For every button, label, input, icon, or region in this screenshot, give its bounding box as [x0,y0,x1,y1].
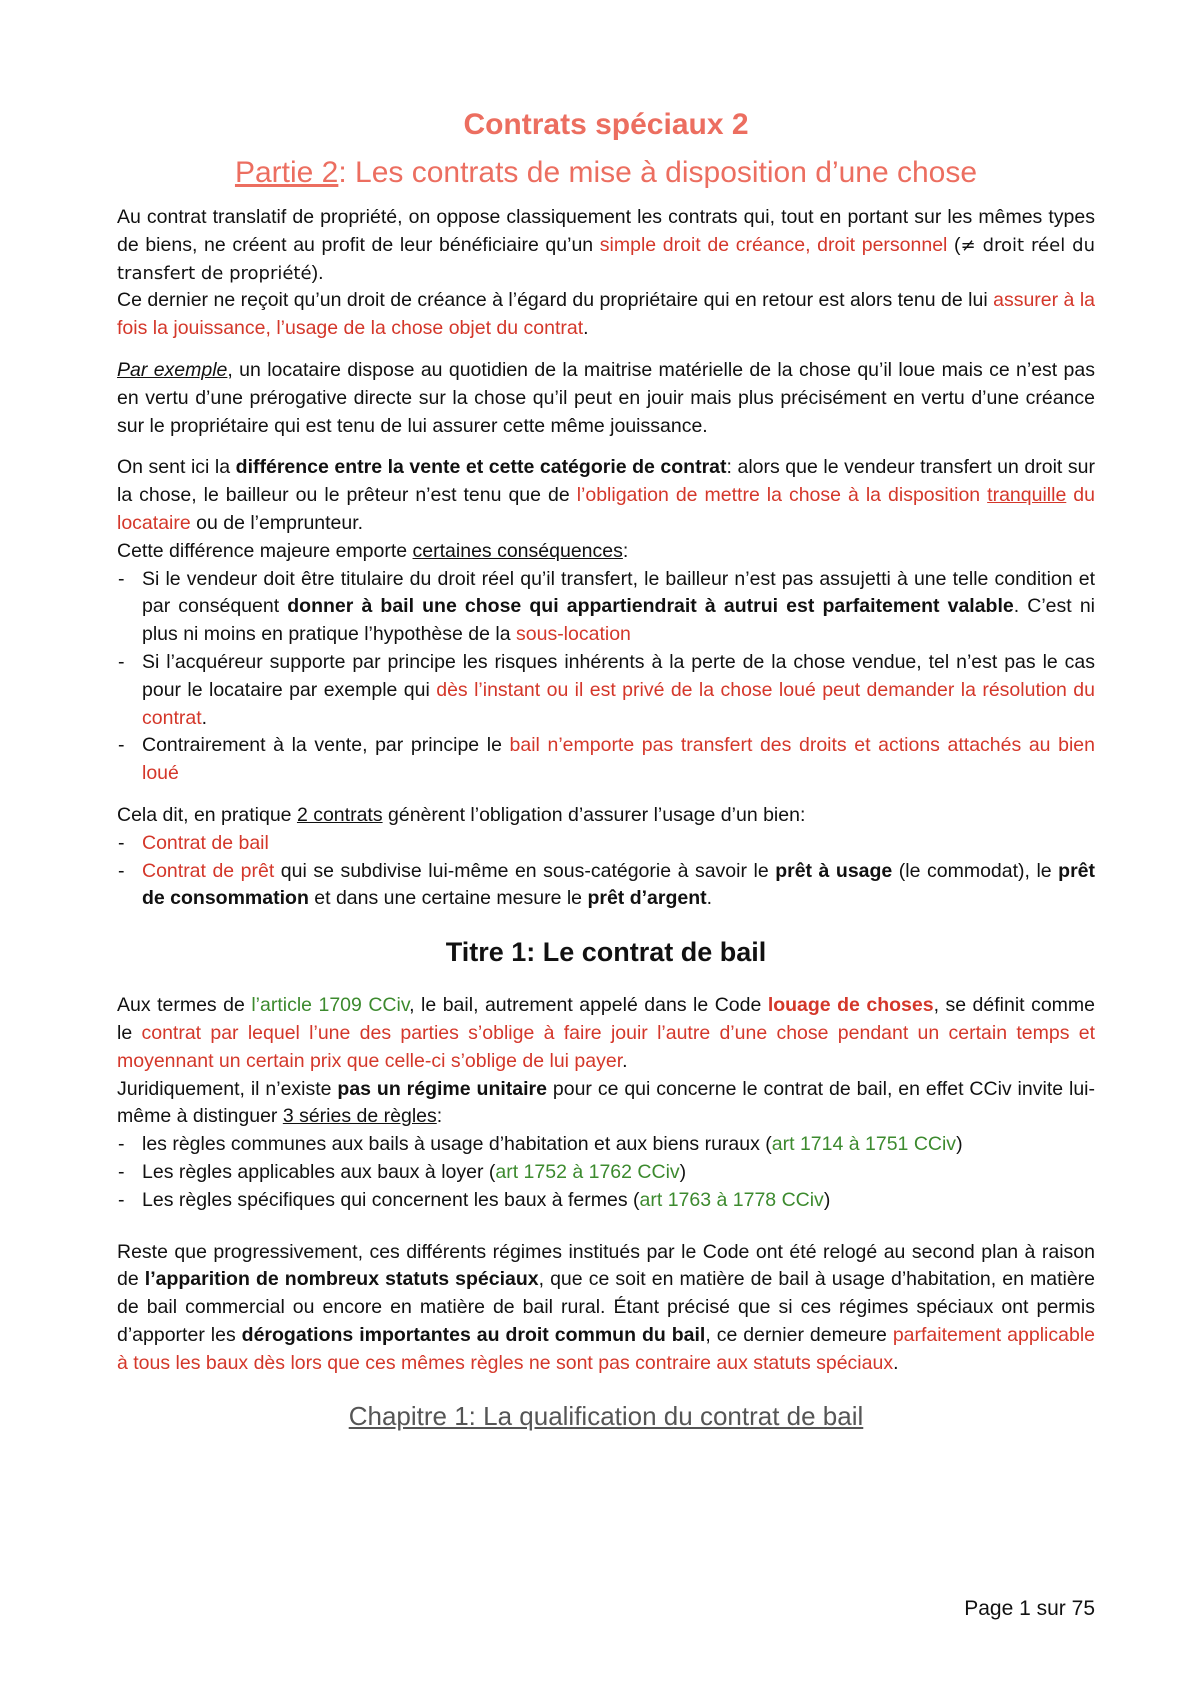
text-run: pour ce qui concerne le contrat de bail, en effet CCiv invite lui-même à distinguer [117,1077,1095,1128]
list-item [117,858,1095,914]
highlight-red: simple droit de créance, droit personnel [599,233,948,256]
highlight-red: parfaitement applicable à tous les baux dès lors que ces mêmes règles ne sont pas contraire aux statuts spéciaux [117,1323,1095,1374]
document-page [117,108,1095,1432]
text-run: On sent ici la [117,456,236,479]
text-run: , le bail, autrement appelé dans le Code [409,994,768,1017]
difference-paragraph [117,454,1095,537]
highlight-red: sous-location [516,623,631,646]
intro-paragraph-2 [117,287,1095,343]
article-reference: art 1752 à 1762 CCiv [495,1160,680,1183]
note-inline: ≠ droit réel du transfert de propriété [117,234,1095,284]
text-run: Aux termes de [117,994,252,1017]
text-run: Si le vendeur doit être titulaire du droit réel qu’il transfert, le bailleur n’est pas assujetti à une telle condition et par conséquent [142,567,1095,618]
highlight-red: assurer à la fois la jouissance, l’usage de la chose objet du contrat [117,289,1095,340]
text-run: Cela dit, en pratique [117,803,297,826]
bail-regime-paragraph [117,1076,1095,1132]
highlight-red-underlined: tranquille [987,484,1067,507]
bold-run: dérogations importantes au droit commun du bail [241,1323,706,1346]
text-run: Juridiquement, il n’existe [117,1077,338,1100]
text-run: . [201,706,208,729]
contracts-intro [117,802,1095,830]
underlined-run: 2 contrats [296,803,383,826]
highlight-red: contrat par lequel l’une des parties s’oblige à faire jouir l’autre d’une chose pendant un certain temps et moyennant un certain prix que celle-ci s’oblige de lui payer [117,1021,1095,1072]
text-run: ) [823,1188,831,1211]
text-run: (le commodat), le [892,859,1059,882]
consequences-list [117,566,1095,788]
text-run: : [436,1105,443,1128]
article-reference: art 1714 à 1751 CCiv [771,1133,957,1156]
contracts-list [117,830,1095,913]
text-run: . C’est ni plus ni moins en pratique l’hypothèse de la [142,595,1095,646]
list-item [117,649,1095,732]
text-run: génèrent l’obligation d’assurer l’usage d’un bien: [382,803,806,826]
part-heading [117,156,1095,190]
highlight-red: Contrat de bail [142,831,269,854]
text-run: ( [947,233,961,256]
bold-run: pas un régime unitaire [337,1077,547,1100]
text-run: Ce dernier ne reçoit qu’un droit de créance à l’égard du propriétaire qui en retour est alors tenu de lui [117,289,994,312]
text-run: : alors que le vendeur transfert un droit sur la chose, le bailleur ou le prêteur n’est tenu que de [117,456,1095,507]
text-run: ) [956,1133,963,1156]
text-run: Cette différence majeure emporte [117,539,413,562]
bail-definition-paragraph [117,992,1095,1075]
text-run: Au contrat translatif de propriété, on oppose classiquement les contrats qui, tout en portant sur les mêmes types de biens, ne créent au profit de leur bénéficiaire qu’un [117,206,1095,256]
text-run: , se définit comme le [117,994,1095,1044]
text-run: qui se subdivise lui-même en sous-catégorie à savoir le [274,859,776,882]
text-run: , un locataire dispose au quotidien de la maitrise matérielle de la chose qu’il loue mais ce n’est pas en vertu d’une prérogative directe sur la chose qu’il peut en jouir mais plus précisément en vertu d’une créance sur le propriétaire qui est tenu de lui assurer cette même jouissance. [117,358,1096,437]
document-title: Contrats spéciaux 2 [463,108,749,141]
intro-paragraph [117,204,1095,287]
text-run: ) [679,1160,687,1183]
text-run: . [622,1049,628,1072]
text-run: , ce dernier demeure [705,1323,893,1346]
text-run: Les règles spécifiques qui concernent les baux à fermes ( [142,1188,640,1211]
text-run: : [622,539,629,562]
list-item [117,1159,1095,1187]
page-number: Page 1 sur 75 [964,1597,1095,1620]
highlight-red: dès l’instant ou il est privé de la chose loué peut demander la résolution du contrat [142,678,1095,729]
list-item [117,1187,1095,1215]
chapter-title: Chapitre 1: La qualification du contrat de bail [348,1401,864,1432]
text-run: ). [311,261,324,284]
section-title: Titre 1: Le contrat de bail [445,937,767,968]
list-item [117,830,1095,858]
text-run: . [583,317,589,340]
highlight-red: Contrat de prêt [142,859,275,882]
bold-run: prêt de consommation [142,859,1095,910]
underlined-run: certaines conséquences [412,539,623,562]
text-run: . [706,887,713,910]
highlight-red-bold: louage de choses [767,994,934,1017]
bold-run: prêt à usage [775,859,893,882]
text-run: ou de l’emprunteur. [190,511,364,534]
list-item [117,566,1095,649]
bold-run: donner à bail une chose qui appartiendrait à autrui est parfaitement valable [287,595,1014,618]
consequences-intro [117,538,1095,566]
part-label: Partie 2 [234,156,339,189]
text-run: les règles communes aux bails à usage d’habitation et aux biens ruraux ( [142,1133,772,1156]
text-run: Les règles applicables aux baux à loyer ( [142,1160,496,1183]
list-item [117,732,1095,788]
highlight-red: l’obligation de mettre la chose à la disposition [576,484,988,507]
text-run: . [893,1351,899,1374]
bold-run: différence entre la vente et cette catégorie de contrat [235,456,727,479]
text-run: Reste que progressivement, ces différents régimes institués par le Code ont été relogé au second plan à raison de [117,1240,1095,1291]
highlight-red: bail n’emporte pas transfert des droits et actions attachés au bien loué [142,734,1095,785]
text-run: et dans une certaine mesure le [308,887,588,910]
highlight-red: du locataire [117,484,1095,534]
article-reference: l’article 1709 CCiv [251,994,410,1017]
example-label: Par exemple [117,358,228,381]
list-item [117,1131,1095,1159]
text-run: Si l’acquéreur supporte par principe les risques inhérents à la perte de la chose vendue, tel n’est pas le cas pour le locataire par exemple qui [142,650,1095,701]
text-run: , que ce soit en matière de bail à usage d’habitation, en matière de bail commercial ou encore en matière de bail rural. Étant précisé que si ces régimes spéciaux ont permis d’apporter les [117,1268,1096,1346]
rules-list [117,1131,1095,1214]
article-reference: art 1763 à 1778 CCiv [639,1188,824,1211]
text-run: Contrairement à la vente, par principe le [142,734,510,757]
example-paragraph [117,357,1095,440]
bold-run: l’apparition de nombreux statuts spéciaux [144,1268,539,1291]
underlined-run: 3 séries de règles [282,1105,437,1128]
bold-run: prêt d’argent [587,887,707,910]
part-title: : Les contrats de mise à disposition d’une chose [338,156,978,189]
reste-paragraph [117,1239,1095,1378]
